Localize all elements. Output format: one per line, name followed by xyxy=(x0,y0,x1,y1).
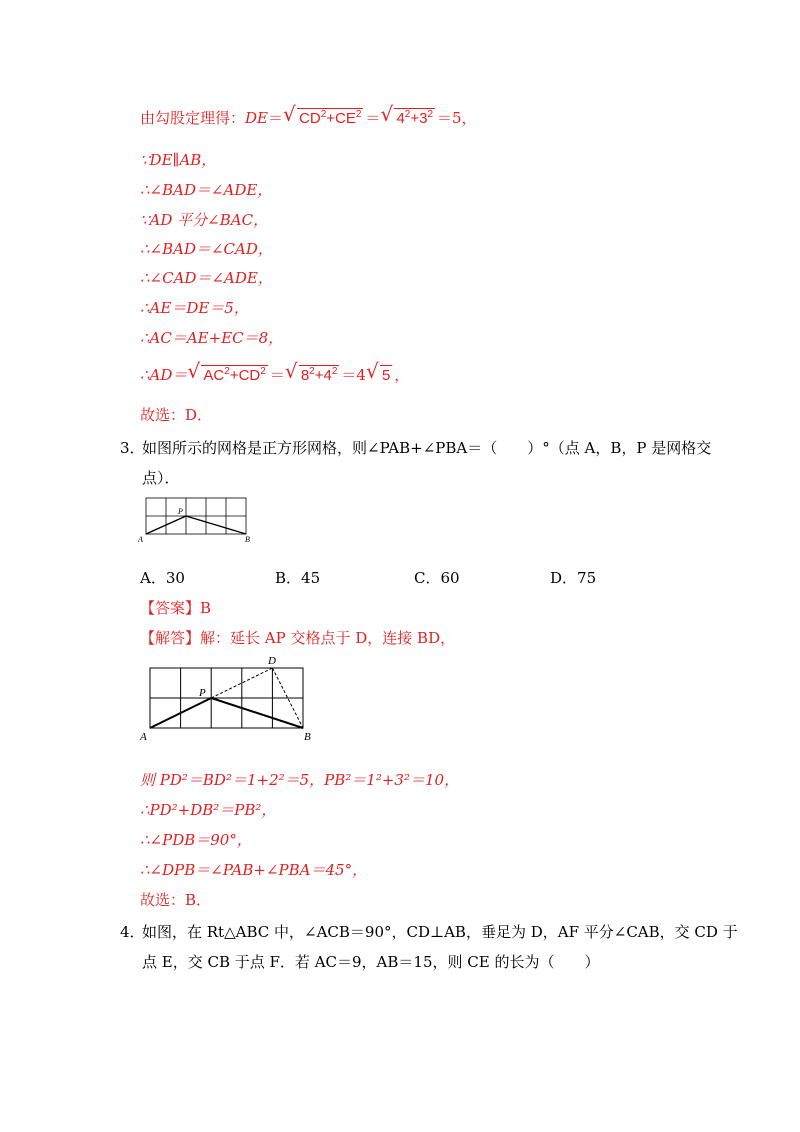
radical-2: √ $4^2+3^2$ xyxy=(380,102,434,127)
rad-num-4b: 4 xyxy=(323,367,332,384)
fig2-label-a: A xyxy=(140,731,147,742)
rad-term-ac: AC xyxy=(203,367,225,384)
fig2-label-p: P xyxy=(199,687,206,699)
text-ad-prefix: ∴AD＝ xyxy=(140,366,188,384)
explain-tag: 【解答】 xyxy=(140,629,201,647)
text-prefix: 由勾股定理得： xyxy=(140,109,246,127)
q3-step-3: ∴∠PDB＝90°， xyxy=(140,831,252,849)
solution-line-7: ∴AE＝DE＝5， xyxy=(140,299,249,317)
fig2-label-d: D xyxy=(268,655,276,667)
q3-explanation xyxy=(140,628,455,648)
q3-figure-grid xyxy=(138,492,268,548)
fig1-label-a: A xyxy=(138,535,143,544)
radical-4: √ $8^2+4^2$ xyxy=(284,359,338,384)
rad-num-8: 8 xyxy=(300,367,310,384)
q4-number: 4． xyxy=(120,923,145,941)
q3-option-b[interactable]: B．45 xyxy=(275,569,321,587)
fig2-label-b: B xyxy=(304,731,311,742)
result-5: ＝5， xyxy=(437,109,477,127)
fig1-label-p: P xyxy=(178,507,183,516)
solution-line-pythagoras: 由勾股定理得：DE＝ √ $CD^2+CE^2$ ＝ √ $4^2+3^2 =5$， xyxy=(140,102,477,127)
q3-answer: 【答案】B xyxy=(140,599,212,617)
comma: ， xyxy=(394,366,410,384)
rad-term-ce: CE xyxy=(335,110,356,127)
solution-line-8: ∴AC＝AE+EC＝8， xyxy=(140,329,284,347)
radical-5: √ 5 xyxy=(365,359,391,384)
explain-text: 解：延长 AP 交格点于 D，连接 BD， xyxy=(200,629,456,647)
q3-figure-solution xyxy=(138,652,318,742)
q3-step-1: 则 PD²＝BD²＝1+2²＝5，PB²＝1²+3²＝10， xyxy=(140,771,460,789)
fig1-label-b: B xyxy=(245,535,250,544)
solution-line-ad: ∴AD＝ √ $AC^2+CD^2$ ＝ √ $8^2+4^2 =4$ √ 5 ， xyxy=(140,359,410,384)
q4-text-line1: 如图，在 Rt△ABC 中，∠ACB＝90°，CD⊥AB，垂足为 D，AF 平分∠CAB，交 CD 于 xyxy=(142,923,738,941)
rad-num-5: 5 xyxy=(381,367,391,384)
q3-option-d[interactable]: D．75 xyxy=(550,569,597,587)
solution-line-5: ∴∠BAD＝∠CAD， xyxy=(140,240,273,258)
q3-option-a[interactable]: A．30 xyxy=(140,569,185,587)
rad-term-cd2: CD xyxy=(238,367,261,384)
rad-num-3: 3 xyxy=(419,110,428,127)
radical-1: √ $CD^2+CE^2$ xyxy=(283,102,362,127)
rad-num-4: 4 xyxy=(396,110,405,127)
solution-line-3: ∴∠BAD＝∠ADE， xyxy=(140,181,273,199)
q3-step-4: ∴∠DPB＝∠PAB+∠PBA＝45°， xyxy=(140,861,368,879)
q3-text-line1: 如图所示的网格是正方形网格，则∠PAB+∠PBA＝（ ）°（点 A，B，P 是网格交 xyxy=(142,439,712,457)
q3-step-2: ∴PD²+DB²＝PB²， xyxy=(140,801,277,819)
solution-line-4: ∵AD 平分∠BAC， xyxy=(140,211,269,229)
q4-text-line2: 点 E，交 CB 于点 F．若 AC＝9，AB＝15，则 CE 的长为（ ） xyxy=(142,953,600,971)
radical-3: √ $AC^2+CD^2$ xyxy=(187,359,266,384)
choose-d: 故选：D． xyxy=(140,406,213,424)
q3-number: 3． xyxy=(120,439,145,457)
q3-choose: 故选：B． xyxy=(140,891,212,909)
rad-term-cd: CD xyxy=(299,110,321,127)
solution-line-6: ∴∠CAD＝∠ADE， xyxy=(140,269,273,287)
solution-line-2: ∵DE∥AB， xyxy=(140,151,217,169)
var-de: DE xyxy=(245,109,268,127)
q3-text-line2: 点）． xyxy=(142,469,180,487)
coef-4: ＝4 xyxy=(341,366,366,384)
q3-option-c[interactable]: C．60 xyxy=(414,569,460,587)
